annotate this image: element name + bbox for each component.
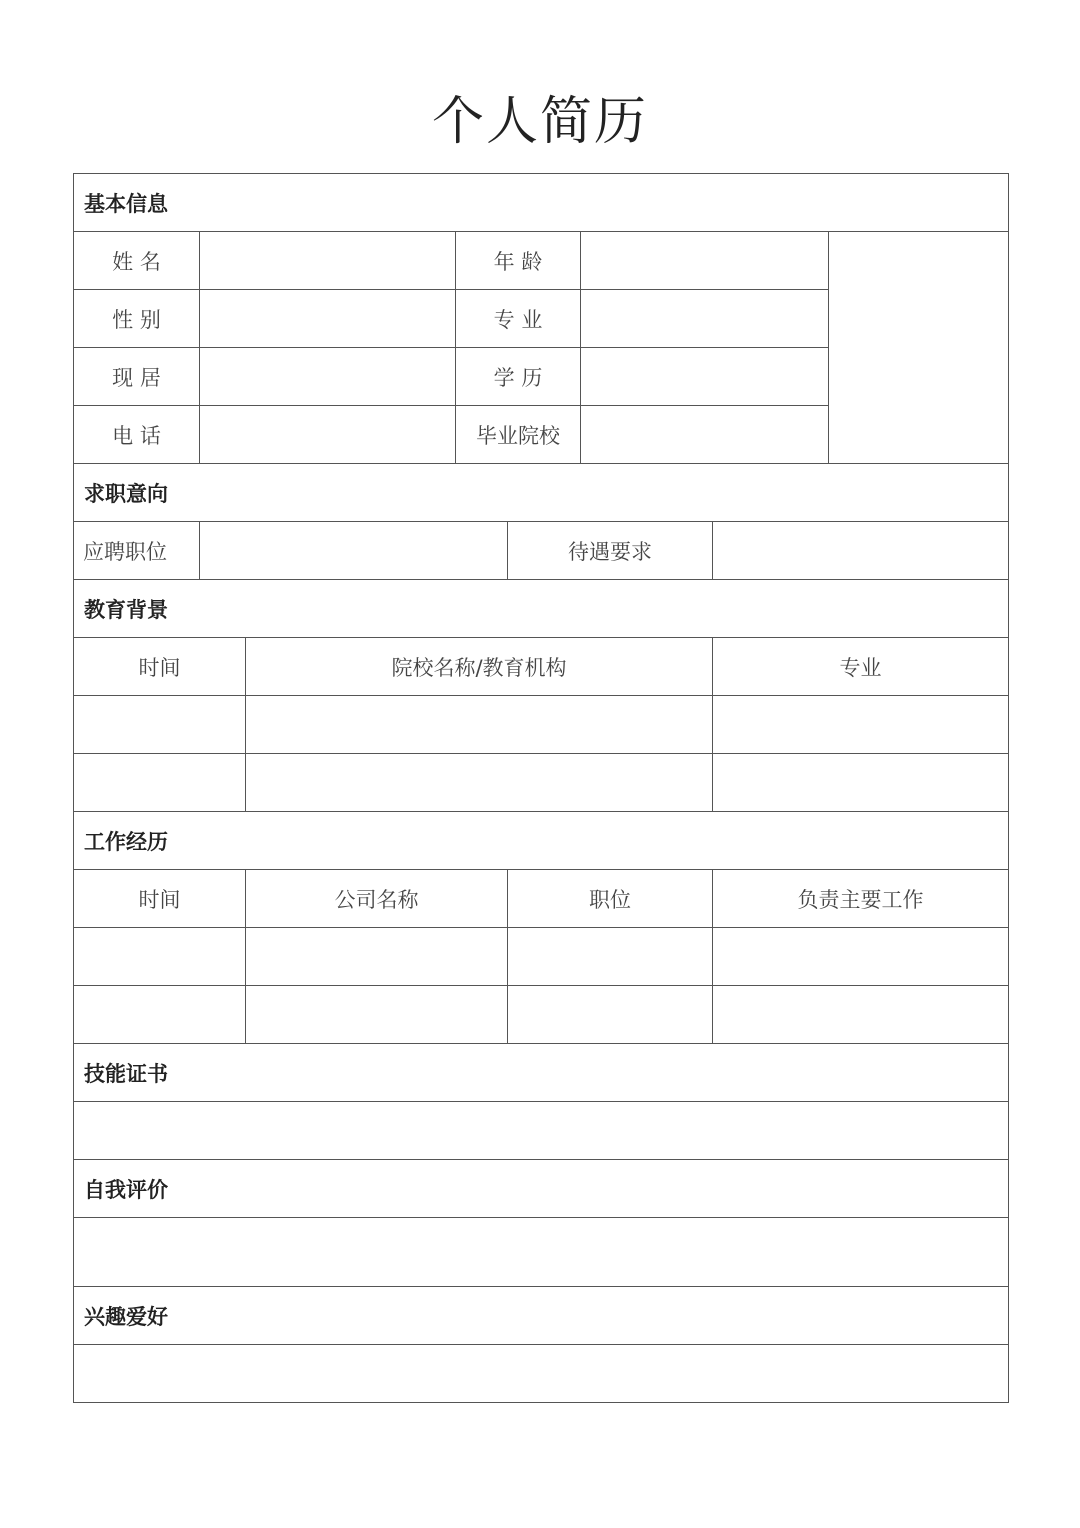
section-title-skills: 技能证书: [74, 1044, 1009, 1102]
work-company-cell[interactable]: [246, 928, 508, 986]
section-title-self-evaluation: 自我评价: [74, 1160, 1009, 1218]
skills-field[interactable]: [74, 1102, 1009, 1160]
hobbies-field[interactable]: [74, 1345, 1009, 1403]
work-header-position: 职位: [508, 870, 713, 928]
phone-field[interactable]: [200, 406, 456, 464]
residence-label: 现 居: [74, 348, 200, 406]
work-header-time: 时间: [74, 870, 246, 928]
section-title-basic-info: 基本信息: [74, 174, 1009, 232]
work-duties-cell[interactable]: [713, 928, 1009, 986]
education-time-cell[interactable]: [74, 696, 246, 754]
education-time-cell[interactable]: [74, 754, 246, 812]
section-title-job-intention: 求职意向: [74, 464, 1009, 522]
major-field[interactable]: [581, 290, 829, 348]
work-position-cell[interactable]: [508, 928, 713, 986]
residence-field[interactable]: [200, 348, 456, 406]
gender-label: 性 别: [74, 290, 200, 348]
education-major-cell[interactable]: [713, 754, 1009, 812]
age-field[interactable]: [581, 232, 829, 290]
work-row: [74, 986, 1009, 1044]
resume-table: [73, 173, 1009, 1403]
school-field[interactable]: [581, 406, 829, 464]
age-label: 年 龄: [456, 232, 581, 290]
work-header-company: 公司名称: [246, 870, 508, 928]
position-field[interactable]: [200, 522, 508, 580]
name-label: 姓 名: [74, 232, 200, 290]
education-level-label: 学 历: [456, 348, 581, 406]
work-duties-cell[interactable]: [713, 986, 1009, 1044]
self-evaluation-field[interactable]: [74, 1218, 1009, 1287]
name-field[interactable]: [200, 232, 456, 290]
education-header-major: 专业: [713, 638, 1009, 696]
education-school-cell[interactable]: [246, 696, 713, 754]
section-title-work: 工作经历: [74, 812, 1009, 870]
salary-field[interactable]: [713, 522, 1009, 580]
school-label: 毕业院校: [456, 406, 581, 464]
work-header-duties: 负责主要工作: [713, 870, 1009, 928]
work-time-cell[interactable]: [74, 986, 246, 1044]
salary-label: 待遇要求: [508, 522, 713, 580]
education-major-cell[interactable]: [713, 696, 1009, 754]
education-level-field[interactable]: [581, 348, 829, 406]
section-title-hobbies: 兴趣爱好: [74, 1287, 1009, 1345]
phone-label: 电 话: [74, 406, 200, 464]
education-school-cell[interactable]: [246, 754, 713, 812]
education-header-time: 时间: [74, 638, 246, 696]
gender-field[interactable]: [200, 290, 456, 348]
position-label: 应聘职位: [74, 522, 200, 580]
work-company-cell[interactable]: [246, 986, 508, 1044]
work-row: [74, 928, 1009, 986]
education-row: [74, 696, 1009, 754]
section-title-education: 教育背景: [74, 580, 1009, 638]
page-title: 个人简历: [431, 92, 648, 152]
work-position-cell[interactable]: [508, 986, 713, 1044]
work-time-cell[interactable]: [74, 928, 246, 986]
education-row: [74, 754, 1009, 812]
education-header-school: 院校名称/教育机构: [246, 638, 713, 696]
photo-area[interactable]: [829, 232, 1009, 464]
major-label: 专 业: [456, 290, 581, 348]
